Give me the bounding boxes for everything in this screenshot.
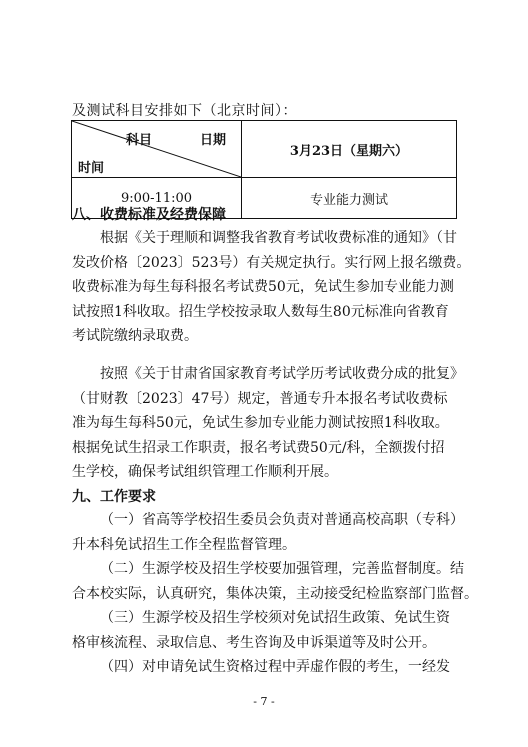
section-8-paragraph-2 — [72, 362, 464, 485]
paragraph-line: （二）生源学校及招生学校要加强管理，完善监督制度。结 — [100, 561, 464, 577]
paragraph-line: 按照《关于甘肃省国家教育考试学历考试收费分成的批复》 — [100, 366, 464, 382]
paragraph-line: 根据免试生招录工作职责，报名考试费50元/科，全额拨付招 — [72, 439, 445, 456]
paragraph-line: （四）对申请免试生资格过程中弄虚作假的考生，一经发 — [100, 659, 450, 675]
paragraph-line: 格审核流程、录取信息、考生咨询及申诉渠道等及时公开。 — [72, 634, 436, 651]
intro-text: 及测试科目安排如下（北京时间）： — [72, 103, 297, 119]
subject-cell: 专业能力测试 — [242, 178, 457, 219]
paragraph-line: （甘财教〔2023〕47号）规定，普通专升本报名考试收费标 — [72, 390, 448, 407]
paragraph-line: 考试院缴纳录取费。 — [72, 328, 198, 344]
paragraph-line: 根据《关于理顺和调整我省教育考试收费标准的通知》（甘 — [100, 230, 457, 246]
time-cell: 9:00-11:00 — [72, 178, 242, 219]
paragraph-line: （一）省高等学校招生委员会负责对普通高校高职（专科） — [100, 512, 464, 528]
paragraph-line: 发改价格〔2023〕523号）有关规定执行。实行网上报名缴费。 — [72, 254, 471, 271]
section-9-heading: 九、工作要求 — [72, 489, 156, 505]
table-header-row — [72, 121, 457, 178]
header-date-label: 日期 — [200, 133, 227, 148]
section-9-paragraph-1 — [72, 508, 464, 557]
date-value-cell: 3月23日（星期六） — [242, 121, 457, 178]
paragraph-line: 收费标准为每生每科报名考试费50元，免试生参加专业能力测 — [72, 279, 454, 295]
paragraph-line: 生学校，确保考试组织管理工作顺利开展。 — [72, 464, 338, 480]
section-8-heading: 八、收费标准及经费保障 — [72, 207, 226, 223]
paragraph-line: （三）生源学校及招生学校须对免试招生政策、免试生资 — [100, 610, 450, 626]
paragraph-line: 准为每生每科50元，免试生参加专业能力测试按照1科收取。 — [72, 415, 449, 431]
paragraph-line: 合本校实际，认真研究，集体决策，主动接受纪检监察部门监督。 — [72, 585, 478, 602]
section-9-paragraph-2 — [72, 557, 478, 606]
header-time-label: 时间 — [78, 161, 105, 176]
section-8-paragraph-1 — [72, 226, 471, 349]
section-9-paragraph-4 — [72, 655, 458, 680]
paragraph-line: 升本科免试招生工作全程监督管理。 — [72, 536, 296, 553]
paragraph-line: 试按照1科收取。招生学校按录取人数每生80元标准向省教育 — [72, 303, 449, 320]
page-number: - 7 - — [253, 695, 275, 708]
diagonal-header-cell — [72, 121, 242, 178]
header-subject-label: 科目 — [126, 133, 153, 148]
section-9-paragraph-3 — [72, 606, 458, 655]
